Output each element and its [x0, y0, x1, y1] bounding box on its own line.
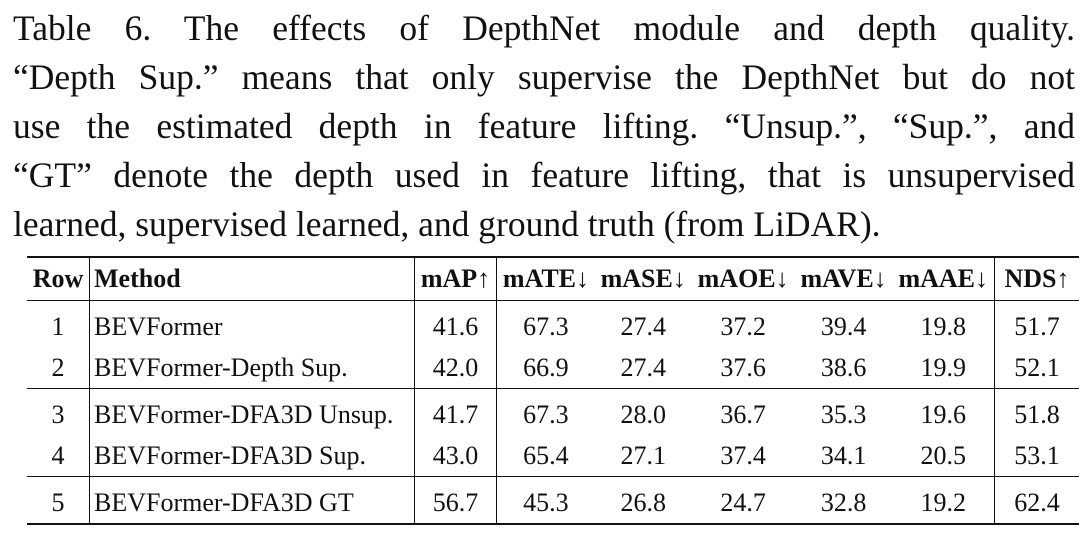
cell-mate: 66.9	[523, 352, 569, 382]
cell-mate: 45.3	[523, 487, 569, 517]
cell-mase: 27.4	[620, 311, 666, 341]
cell-row-index: 4	[27, 435, 90, 477]
cell-mase: 27.4	[620, 352, 666, 382]
caption-line: use the estimated depth in feature lifting. “Unsup.”, “Sup.”, and	[13, 106, 1075, 146]
cell-mave: 39.4	[820, 311, 867, 341]
header-maoe: mAOE↓	[697, 264, 789, 293]
header-row	[27, 257, 1079, 301]
cell-mase: 27.1	[620, 440, 666, 470]
cell-nds: 62.4	[995, 477, 1080, 525]
cell-maae: 19.6	[920, 399, 966, 429]
cell-nds: 52.1	[995, 347, 1080, 389]
cell-method: BEVFormer	[90, 301, 415, 348]
cell-nds: 53.1	[995, 435, 1080, 477]
cell-maae: 20.5	[920, 440, 966, 470]
cell-maae: 19.2	[920, 487, 966, 517]
cell-maae: 19.8	[920, 311, 966, 341]
cell-map: 41.7	[415, 389, 497, 436]
header-method: Method	[90, 257, 415, 301]
header-mate: mATE↓	[502, 264, 590, 293]
table-row	[27, 347, 1079, 389]
header-mave: mAVE↓	[800, 264, 887, 293]
cell-map: 42.0	[415, 347, 497, 389]
cell-mave: 38.6	[820, 352, 867, 382]
caption-line: Table 6. The effects of DepthNet module and depth quality.	[13, 8, 1075, 48]
header-mase: mASE↓	[600, 264, 686, 293]
cell-method: BEVFormer-DFA3D Sup.	[90, 435, 415, 477]
cell-maoe: 37.6	[720, 352, 766, 382]
cell-mate: 67.3	[523, 399, 569, 429]
cell-maoe: 36.7	[720, 399, 766, 429]
caption-line: “Depth Sup.” means that only supervise the DepthNet but do not	[13, 57, 1075, 97]
cell-row-index: 3	[27, 389, 90, 436]
cell-maoe: 24.7	[720, 487, 766, 517]
caption-line: learned, supervised learned, and ground truth (from LiDAR).	[13, 204, 881, 244]
table-header	[27, 257, 1079, 301]
cell-map: 43.0	[415, 435, 497, 477]
header-map: mAP↑	[415, 257, 497, 301]
cell-mate: 67.3	[523, 311, 569, 341]
cell-mase: 28.0	[620, 399, 666, 429]
table-caption	[13, 4, 1075, 249]
header-row-index: Row	[27, 257, 90, 301]
table-row	[27, 301, 1079, 348]
cell-mave: 32.8	[820, 487, 867, 517]
cell-map: 56.7	[415, 477, 497, 525]
cell-method: BEVFormer-Depth Sup.	[90, 347, 415, 389]
cell-row-index: 2	[27, 347, 90, 389]
results-table	[27, 256, 1079, 525]
cell-mave: 35.3	[820, 399, 867, 429]
cell-mave: 34.1	[820, 440, 867, 470]
caption-line: “GT” denote the depth used in feature lifting, that is unsupervised	[13, 155, 1075, 195]
cell-row-index: 1	[27, 301, 90, 348]
table-row	[27, 389, 1079, 436]
cell-method: BEVFormer-DFA3D Unsup.	[90, 389, 415, 436]
cell-row-index: 5	[27, 477, 90, 525]
table-body	[27, 301, 1079, 525]
cell-maae: 19.9	[920, 352, 966, 382]
header-maae: mAAE↓	[898, 264, 989, 293]
cell-mase: 26.8	[620, 487, 666, 517]
cell-maoe: 37.2	[720, 311, 766, 341]
cell-maoe: 37.4	[720, 440, 766, 470]
cell-map: 41.6	[415, 301, 497, 348]
cell-nds: 51.7	[995, 301, 1080, 348]
table-row	[27, 435, 1079, 477]
table-row	[27, 477, 1079, 525]
cell-method: BEVFormer-DFA3D GT	[90, 477, 415, 525]
cell-mate: 65.4	[523, 440, 569, 470]
header-nds: NDS↑	[995, 257, 1080, 301]
cell-nds: 51.8	[995, 389, 1080, 436]
